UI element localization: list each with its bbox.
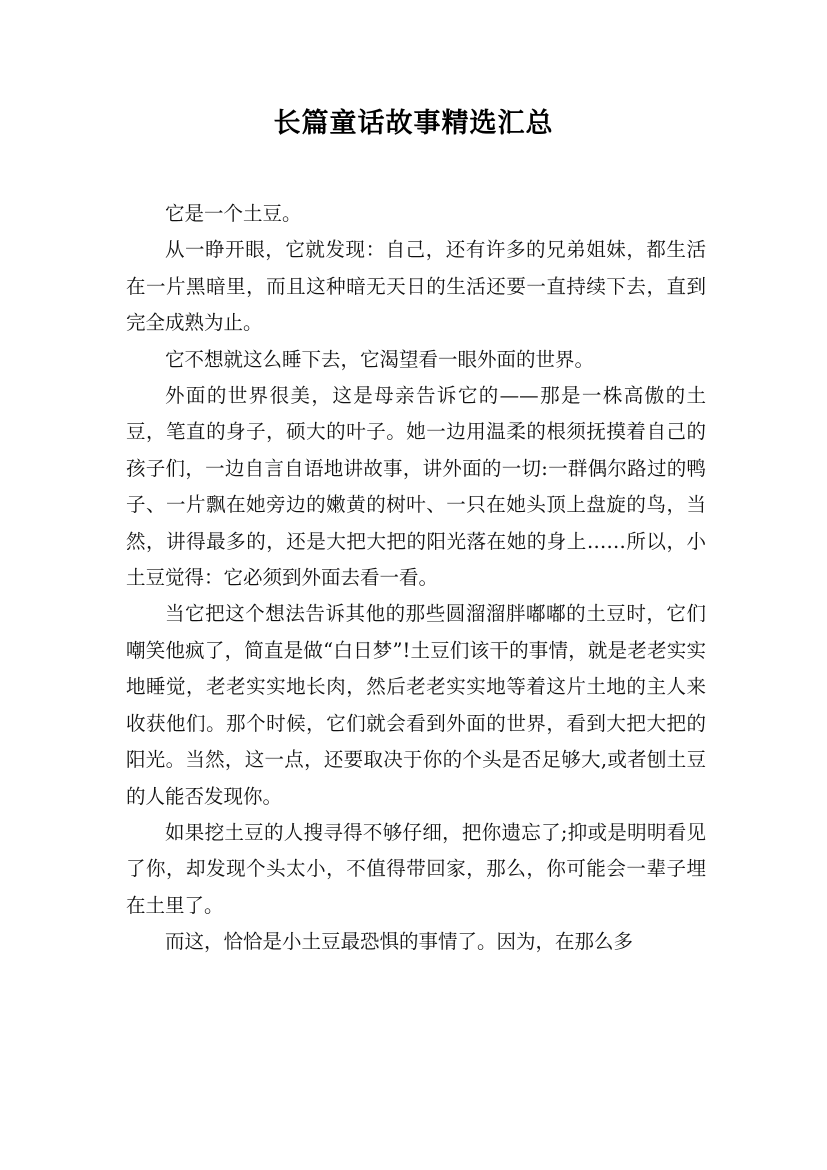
document-title: 长篇童话故事精选汇总 [273,108,554,139]
paragraph: 如果挖土豆的人搜寻得不够仔细，把你遗忘了;抑或是明明看见了你，却发现个头太小，不值得带回家，那么，你可能会一辈子埋在土里了。 [126,820,706,917]
paragraph: 外面的世界很美，这是母亲告诉它的——那是一株高傲的土豆，笔直的身子，硕大的叶子。她一边用温柔的根须抚摸着自己的孩子们，一边自言自语地讲故事，讲外面的一切:一群偶尔路过的鸭子、一片飘在她旁边的嫩黄的树叶、一只在她头顶上盘旋的鸟，当然，讲得最多的，还是大把大把的阳光落在她的身上……所以，小土豆觉得：它必须到外面去看一看。 [126,384,706,590]
paragraph: 而这，恰恰是小土豆最恐惧的事情了。因为，在那么多 [165,930,634,954]
paragraph: 从一睁开眼，它就发现：自己，还有许多的兄弟姐妹，都生活在一片黑暗里，而且这种暗无天日的生活还要一直持续下去，直到完全成熟为止。 [126,238,706,335]
document-body [126,196,706,961]
paragraph: 它是一个土豆。 [165,202,302,225]
paragraph: 它不想就这么睡下去，它渴望看一眼外面的世界。 [165,347,595,371]
paragraph: 当它把这个想法告诉其他的那些圆溜溜胖嘟嘟的土豆时，它们嘲笑他疯了，简直是做“白日梦”!土豆们该干的事情，就是老老实实地睡觉，老老实实地长肉，然后老老实实地等着这片土地的主人来收获他们。那个时候，它们就会看到外面的世界，看到大把大把的阳光。当然，这一点，还要取决于你的个头是否足够大,或者刨土豆的人能否发现你。 [126,602,706,808]
